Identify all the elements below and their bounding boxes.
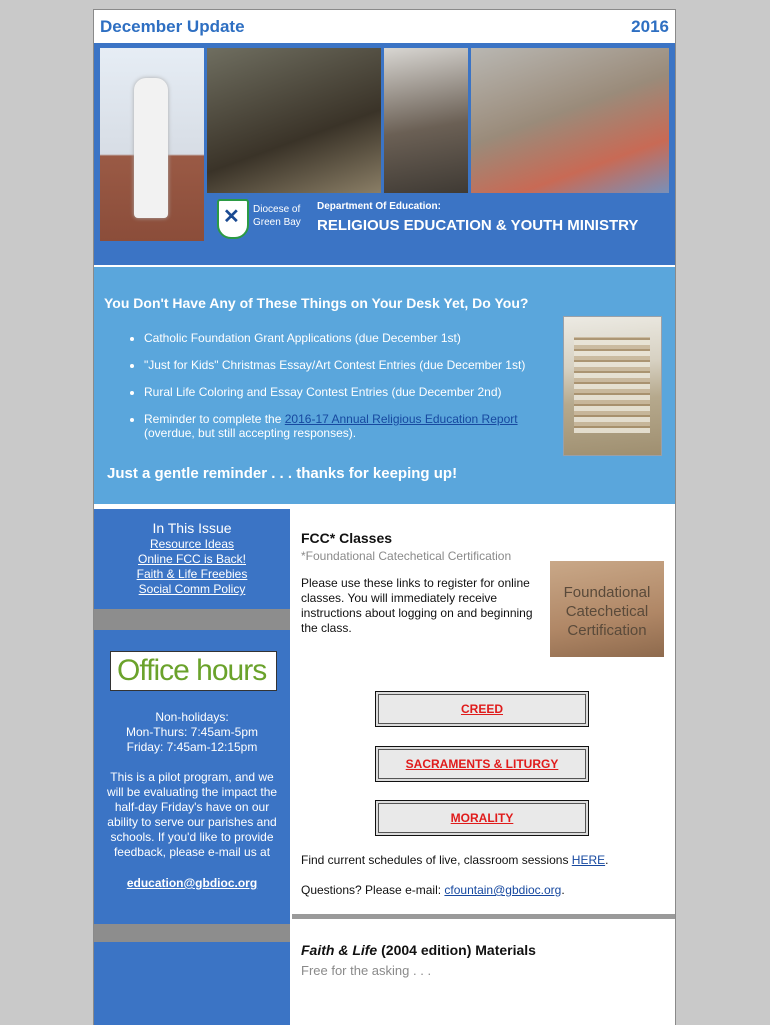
issue-links [94,537,290,597]
desk-title: You Don't Have Any of These Things on Your Desk Yet, Do You? [104,295,529,311]
link-resource-ideas[interactable]: Resource Ideas [149,537,235,551]
children-photo [471,48,669,193]
list-item: • Reminder to complete the 2016-17 Annual Religious Education Report (overdue, but still accepting responses). [144,412,574,440]
morality-button[interactable]: MORALITY [375,800,589,836]
newsletter [93,9,676,1025]
fcc-boxes-image: Foundational Catechetical Certification [550,561,664,657]
questions-text: Questions? Please e-mail: cfountain@gbdioc.org. [301,883,565,897]
in-this-issue-title: In This Issue [152,520,232,536]
office-hours-logo: Office hours [110,651,277,691]
education-email [94,876,290,890]
creed-button[interactable]: CREED [375,691,589,727]
desk-tagline: Just a gentle reminder . . . thanks for keeping up! [107,465,458,482]
pilot-program-text: This is a pilot program, and we will be evaluating the impact the half-day Friday's have on our ability to serve our parishes and schools. If you'd like to provide feedback, please e-mail us at [106,770,278,859]
link-online-fcc[interactable]: Online FCC is Back! [137,552,247,566]
classroom-photo [384,48,468,193]
department-name: RELIGIOUS EDUCATION & YOUTH MINISTRY [317,217,639,234]
fcc-subtitle: *Foundational Catechetical Certification [301,549,512,563]
newsletter-title: December Update [100,17,245,36]
link-social-comm[interactable]: Social Comm Policy [138,582,246,596]
books-photo [563,316,662,456]
desk-list [124,331,574,453]
link-faith-life[interactable]: Faith & Life Freebies [136,567,248,581]
education-email-link[interactable]: education@gbdioc.org [126,876,258,890]
header-banner [94,43,675,265]
main-content [292,509,675,1025]
department-label: Department Of Education: [317,201,441,212]
sidebar-divider [94,924,290,942]
worship-photo [207,48,381,193]
statue-photo [100,48,204,241]
diocese-name: Diocese of Green Bay [253,204,301,228]
department-band [207,193,669,245]
section-divider [292,914,675,919]
desk-reminder-section [94,267,675,504]
newsletter-year: 2016 [631,17,669,36]
fcc-description: Please use these links to register for online classes. You will immediately receive instructions about logging on and beginning the class. [301,576,533,635]
list-item: • Rural Life Coloring and Essay Contest Entries (due December 2nd) [144,385,574,399]
office-hours-text: Non-holidays: Mon-Thurs: 7:45am-5pm Friday: 7:45am-12:15pm [125,710,259,754]
sidebar-divider [94,609,290,630]
sacraments-liturgy-button[interactable]: SACRAMENTS & LITURGY [375,746,589,782]
schedule-here-link[interactable]: HERE [571,853,606,867]
schedule-text: Find current schedules of live, classroom sessions HERE. [301,853,609,867]
faith-life-title: Faith & Life (2004 edition) Materials [301,942,536,958]
list-item: • Catholic Foundation Grant Applications (due December 1st) [144,331,574,345]
diocese-crest-icon: ✕ [217,199,249,239]
faith-life-subtitle: Free for the asking . . . [301,963,432,978]
cfountain-email-link[interactable]: cfountain@gbdioc.org [444,883,562,897]
list-item: • "Just for Kids" Christmas Essay/Art Contest Entries (due December 1st) [144,358,574,372]
newsletter-header [94,10,675,43]
annual-report-link[interactable]: 2016-17 Annual Religious Education Report [284,412,518,426]
fcc-title: FCC* Classes [301,530,393,546]
